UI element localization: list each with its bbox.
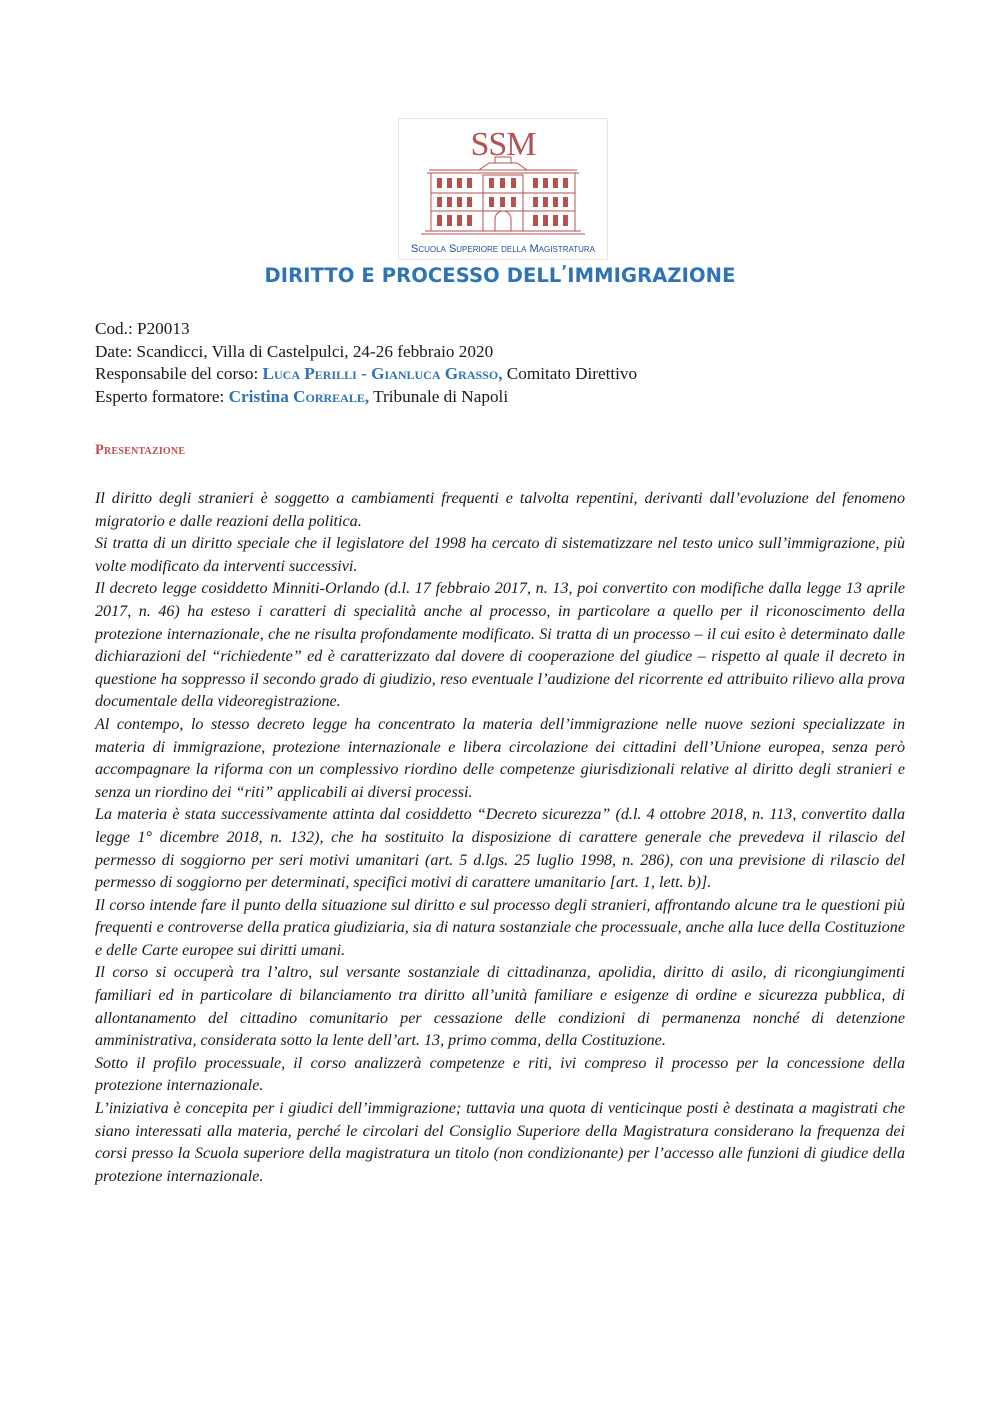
responsible-names: Luca Perilli - Gianluca Grasso,: [262, 364, 503, 383]
paragraph: Il diritto degli stranieri è soggetto a cambiamenti frequenti e talvolta repentini, derivanti dall’evoluzione del fenomeno migratorio e dalle reazioni della politica.: [95, 490, 905, 530]
paragraph: Si tratta di un diritto speciale che il legislatore del 1998 ha cercato di sistematizzare nel testo unico sull’immigrazione, più volte modificato da interventi successivi.: [95, 535, 905, 575]
expert-last-name: Correale,: [293, 386, 370, 406]
logo-wordmark: SSM: [470, 126, 536, 163]
course-expert: [95, 386, 637, 409]
paragraph: Il corso intende fare il punto della situazione sul diritto e sul processo degli stranieri, affrontando alcune tra le questioni più frequenti e controverse della pratica giudiziaria, sia di natura sostanziale che processuale, anche alla luce della Costituzione e delle Carte europee sui diritti umani.: [95, 896, 905, 959]
course-date: Date: Scandicci, Villa di Castelpulci, 24-26 febbraio 2020: [95, 341, 494, 361]
logo-caption: Scuola Superiore della Magistratura: [410, 243, 596, 255]
title-part-1: DIRITTO E PROCESSO DELL: [264, 264, 562, 287]
paragraph: L’iniziativa è concepita per i giudici dell’immigrazione; tuttavia una quota di venticinque posti è destinata a magistrati che siano interessati alla materia, perché le circolari del Consiglio Superiore della Magistratura considerano la frequenza dei corsi presso la Scuola superiore della magistratura un titolo (non condizionante) per l’accesso alle funzioni di giudice della protezione internazionale.: [95, 1100, 905, 1185]
paragraph: Al contempo, lo stesso decreto legge ha concentrato la materia dell’immigrazione nelle nuove sezioni specializzate in materia di immigrazione, protezione internazionale e libera circolazione dei cittadini dell’Unione europea, senza però accompagnare la riforma con un complessivo riordino delle competenze giurisdizionali relative al diritto degli stranieri e senza un riordino dei “riti” applicabili ai diversi processi.: [95, 715, 905, 801]
expert-suffix: Tribunale di Napoli: [369, 386, 509, 406]
title-part-2: IMMIGRAZIONE: [567, 264, 736, 287]
paragraph: Il corso si occuperà tra l’altro, sul versante sostanziale di cittadinanza, apolidia, diritto di asilo, di ricongiungimenti familiari ed in particolare di bilanciamento tra diritto all’unità familiare e esigenze di ordine e sicurezza pubblica, di allontanamento del cittadino comunitario per cessazione delle condizioni di permanenza nonché di detenzione amministrativa, considerata sotto la lente dell’art. 13, primo comma, della Costituzione.: [95, 964, 905, 1050]
expert-first-name: Cristina: [228, 386, 294, 406]
section-heading: Presentazione: [95, 442, 186, 458]
course-code: Cod.: P20013: [95, 319, 190, 338]
title-apostrophe: ’: [561, 262, 568, 280]
paragraph: Sotto il profilo processuale, il corso analizzerà competenze e riti, ivi compreso il processo per la concessione della protezione internazionale.: [95, 1054, 905, 1095]
expert-label: Esperto formatore:: [95, 386, 229, 406]
responsible-suffix: Comitato Direttivo: [502, 364, 638, 383]
presentation-body: [95, 488, 905, 1188]
document-title: [0, 262, 1000, 287]
course-meta: [95, 318, 637, 408]
course-responsible: [95, 363, 637, 386]
ssm-logo: [398, 118, 608, 260]
villa-logo-icon: [399, 119, 607, 259]
paragraph: Il decreto legge cosiddetto Minniti-Orlando (d.l. 17 febbraio 2017, n. 13, poi convertito con modifiche dalla legge 13 aprile 2017, n. 46) ha esteso i caratteri di specialità anche al processo, in particolare a quello per il riconoscimento della protezione internazionale, che ne risulta profondamente modificato. Si tratta di un processo – il cui esito è determinato dalle dichiarazioni del “richiedente” ed è caratterizzato dal dovere di cooperazione del giudice – rispetto al quale il decreto in questione ha soppresso il secondo grado di giudizio, reso eventuale l’audizione del ricorrente ed attribuito rilievo alla prova documentale della videoregistrazione.: [95, 580, 905, 711]
paragraph: La materia è stata successivamente attinta dal cosiddetto “Decreto sicurezza” (d.l. 4 ottobre 2018, n. 113, convertito dalla legge 1° dicembre 2018, n. 132), che ha sostituito la disposizione di carattere generale che prevedeva il rilascio del permesso di soggiorno per seri motivi umanitari (art. 5 d.lgs. 25 luglio 1998, n. 286), con una previsione di rilascio del permesso di soggiorno per determinati, specifici motivi di carattere umanitario [art. 1, lett. b)].: [95, 806, 905, 892]
responsible-label: Responsabile del corso:: [95, 364, 263, 383]
